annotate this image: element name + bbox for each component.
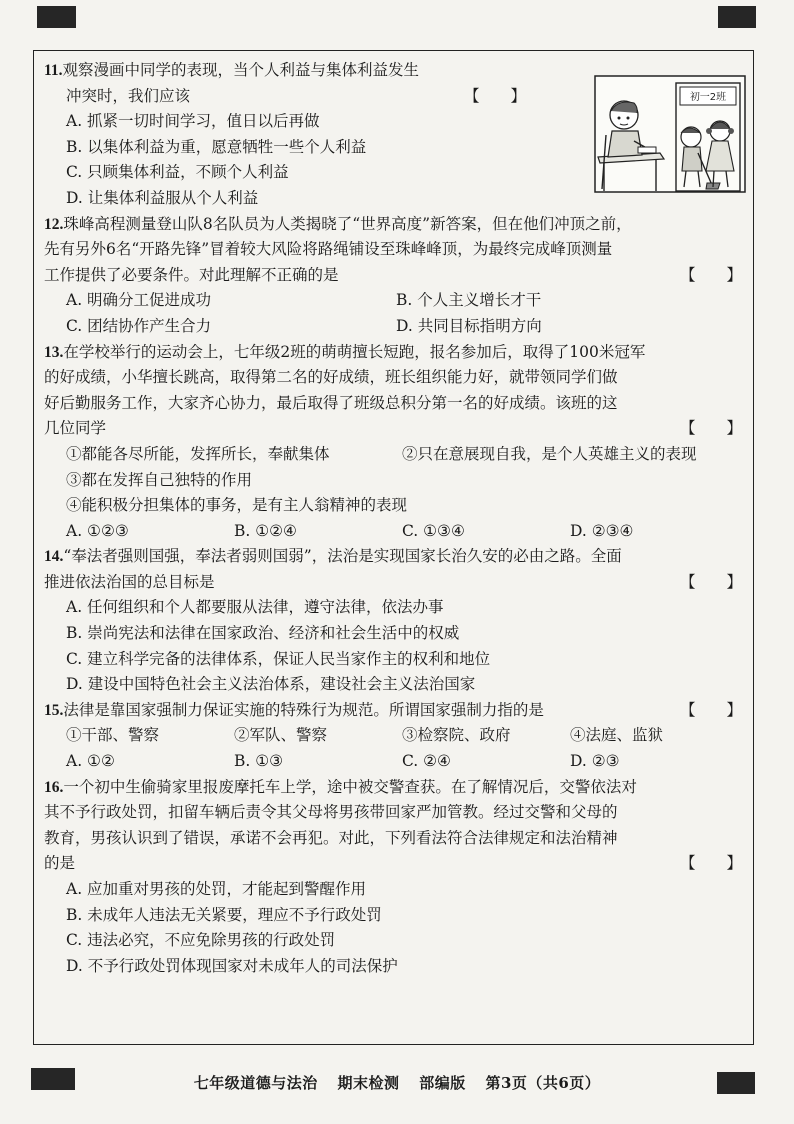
option-a: A. 应加重对男孩的处罚，才能起到警醒作用 xyxy=(66,880,367,898)
option-b: B. ①③ xyxy=(234,752,284,771)
question-number: 15. xyxy=(44,701,64,719)
item-3: ③检察院、政府 xyxy=(402,726,511,745)
footer-page-number: 第3页（共6页） xyxy=(485,1074,601,1092)
question-text: 的是 xyxy=(44,854,76,873)
option-c: C. 违法必究，不应免除男孩的行政处罚 xyxy=(66,931,336,950)
answer-bracket: 【 】 xyxy=(679,854,742,873)
question-text: 其不予行政处罚，扣留车辆后责令其父母将男孩带回家严加管教。经过交警和父母的 xyxy=(44,803,618,822)
option-d: D. ②③ xyxy=(570,752,620,771)
question-text: 工作提供了必要条件。对此理解不正确的是 xyxy=(44,265,339,284)
question-13 xyxy=(44,340,750,545)
footer-exam: 期末检测 xyxy=(337,1074,400,1092)
answer-bracket: 【 】 xyxy=(679,700,742,719)
cartoon-illustration xyxy=(594,75,746,193)
question-text: 冲突时，我们应该 xyxy=(66,86,191,105)
question-text: 法律是靠国家强制力保证实施的特殊行为规范。所谓国家强制力指的是 xyxy=(63,700,544,719)
registration-mark-top-left xyxy=(37,6,76,28)
option-b: B. 未成年人违法无关紧要，理应不予行政处罚 xyxy=(66,905,382,924)
question-15 xyxy=(44,698,750,775)
question-number: 12. xyxy=(44,215,64,233)
item-4: ④法庭、监狱 xyxy=(570,726,664,745)
question-text: 的好成绩，小华擅长跳高，取得第二名的好成绩，班长组织能力好，就带领同学们做 xyxy=(44,368,618,387)
statement-1: ①都能各尽所能，发挥所长，奉献集体 xyxy=(66,444,330,463)
option-a: A. 任何组织和个人都要服从法律，遵守法律，依法办事 xyxy=(66,598,444,617)
statement-4: ④能积极分担集体的事务，是有主人翁精神的表现 xyxy=(66,496,408,515)
question-text: 教育，男孩认识到了错误，承诺不会再犯。对此，下列看法符合法律规定和法治精神 xyxy=(44,828,618,847)
question-text: 一个初中生偷骑家里报废摩托车上学，途中被交警查获。在了解情况后，交警依法对 xyxy=(63,777,637,796)
answer-bracket: 【 】 xyxy=(679,265,742,284)
question-text: 几位同学 xyxy=(44,419,107,438)
question-text: 好后勤服务工作，大家齐心协力，最后取得了班级总积分第一名的好成绩。该班的这 xyxy=(44,393,618,412)
option-b: B. 个人主义增长才干 xyxy=(396,291,542,310)
option-a: A. ①② xyxy=(66,752,115,771)
option-d: D. 让集体利益服从个人利益 xyxy=(66,188,259,207)
page-footer xyxy=(0,1072,794,1093)
question-text: 先有另外6名“开路先锋”冒着较大风险将路绳铺设至珠峰峰顶，为最终完成峰顶测量 xyxy=(44,240,613,259)
footer-edition: 部编版 xyxy=(419,1074,466,1092)
question-number: 13. xyxy=(44,343,64,361)
option-d: D. ②③④ xyxy=(570,521,634,540)
option-d: D. 不予行政处罚体现国家对未成年人的司法保护 xyxy=(66,956,398,975)
option-a: A. 明确分工促进成功 xyxy=(66,291,212,310)
statement-3: ③都在发挥自己独特的作用 xyxy=(66,470,253,489)
option-b: B. 崇尚宪法和法律在国家政治、经济和社会生活中的权威 xyxy=(66,624,460,643)
option-b: B. ①②④ xyxy=(234,521,297,540)
question-12 xyxy=(44,212,750,340)
option-d: D. 建设中国特色社会主义法治体系，建设社会主义法治国家 xyxy=(66,675,476,694)
registration-mark-top-right xyxy=(718,6,756,28)
question-16 xyxy=(44,775,750,980)
question-number: 11. xyxy=(44,62,63,79)
class-sign: 初一2班 xyxy=(689,92,727,103)
answer-bracket: 【 】 xyxy=(679,419,742,438)
question-text: “奉法者强则国强，奉法者弱则国弱”，法治是实现国家长治久安的必由之路。全面 xyxy=(63,547,622,566)
answer-bracket: 【 】 xyxy=(463,86,526,105)
option-c: C. 只顾集体利益，不顾个人利益 xyxy=(66,163,289,182)
question-content xyxy=(44,58,750,979)
question-text: 珠峰高程测量登山队8名队员为人类揭晓了“世界高度”新答案，但在他们冲顶之前， xyxy=(63,214,632,233)
footer-subject: 七年级道德与法治 xyxy=(193,1074,318,1092)
question-11 xyxy=(44,58,750,212)
statement-2: ②只在意展现自我，是个人英雄主义的表现 xyxy=(402,444,697,463)
option-c: C. ①③④ xyxy=(402,521,465,540)
question-text: 在学校举行的运动会上，七年级2班的萌萌擅长短跑，报名参加后，取得了100米冠军 xyxy=(63,342,646,361)
question-number: 14. xyxy=(44,548,64,566)
item-1: ①干部、警察 xyxy=(66,726,160,745)
option-a: A. 抓紧一切时间学习，值日以后再做 xyxy=(66,112,320,131)
answer-bracket: 【 】 xyxy=(679,572,742,591)
option-c: C. ②④ xyxy=(402,752,451,771)
question-text: 观察漫画中同学的表现，当个人利益与集体利益发生 xyxy=(62,61,420,79)
question-number: 16. xyxy=(44,778,64,796)
question-text: 推进依法治国的总目标是 xyxy=(44,572,215,591)
option-a: A. ①②③ xyxy=(66,521,129,540)
option-c: C. 建立科学完备的法律体系，保证人民当家作主的权利和地位 xyxy=(66,649,491,668)
option-b: B. 以集体利益为重，愿意牺牲一些个人利益 xyxy=(66,137,367,156)
option-d: D. 共同目标指明方向 xyxy=(396,316,542,335)
item-2: ②军队、警察 xyxy=(234,726,328,745)
question-14 xyxy=(44,544,750,698)
option-c: C. 团结协作产生合力 xyxy=(66,316,212,335)
